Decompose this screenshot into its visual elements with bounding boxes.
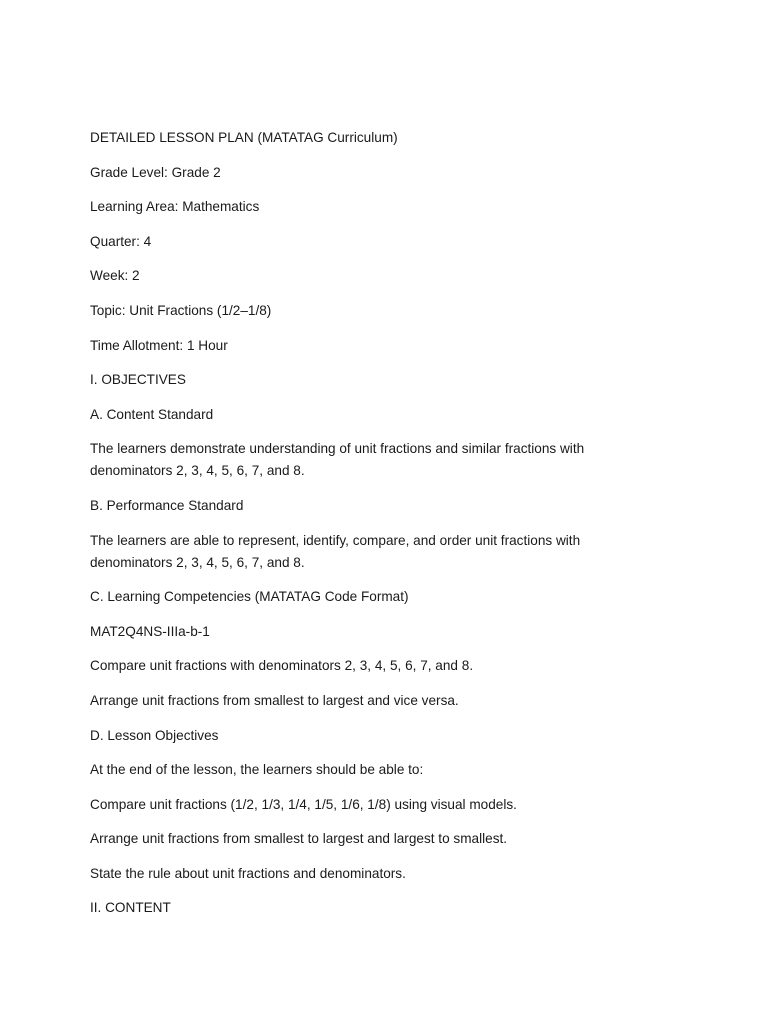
competency-item: Compare unit fractions with denominators 2, 3, 4, 5, 6, 7, and 8. bbox=[90, 658, 474, 674]
time-allotment-line: Time Allotment: 1 Hour bbox=[90, 337, 228, 353]
objective-item: Arrange unit fractions from smallest to largest and largest to smallest. bbox=[90, 831, 508, 847]
topic-line: Topic: Unit Fractions (1/2–1/8) bbox=[90, 302, 272, 318]
subheading-performance-standard: B. Performance Standard bbox=[90, 497, 244, 513]
section-heading-content: II. CONTENT bbox=[90, 900, 171, 916]
subheading-learning-competencies: C. Learning Competencies (MATATAG Code Format) bbox=[90, 589, 409, 605]
subheading-content-standard: A. Content Standard bbox=[90, 406, 214, 422]
subheading-lesson-objectives: D. Lesson Objectives bbox=[90, 727, 219, 743]
learning-area-line: Learning Area: Mathematics bbox=[90, 199, 260, 215]
content-standard-text: The learners demonstrate understanding of unit fractions and similar fractions with denominators 2, 3, 4, 5, 6, 7, and 8. bbox=[90, 441, 585, 479]
objectives-intro: At the end of the lesson, the learners should be able to: bbox=[90, 762, 424, 778]
quarter-line: Quarter: 4 bbox=[90, 233, 152, 249]
grade-level-line: Grade Level: Grade 2 bbox=[90, 164, 221, 180]
week-line: Week: 2 bbox=[90, 268, 140, 284]
document-title: DETAILED LESSON PLAN (MATATAG Curriculum) bbox=[90, 130, 398, 145]
objective-item: Compare unit fractions (1/2, 1/3, 1/4, 1/5, 1/6, 1/8) using visual models. bbox=[90, 796, 517, 812]
competency-code: MAT2Q4NS-IIIa-b-1 bbox=[90, 623, 210, 639]
competency-item: Arrange unit fractions from smallest to largest and vice versa. bbox=[90, 692, 459, 708]
document-body bbox=[90, 127, 630, 932]
section-heading-objectives: I. OBJECTIVES bbox=[90, 372, 186, 388]
objective-item: State the rule about unit fractions and denominators. bbox=[90, 865, 406, 881]
performance-standard-text: The learners are able to represent, identify, compare, and order unit fractions with denominators 2, 3, 4, 5, 6, 7, and 8. bbox=[90, 532, 581, 570]
